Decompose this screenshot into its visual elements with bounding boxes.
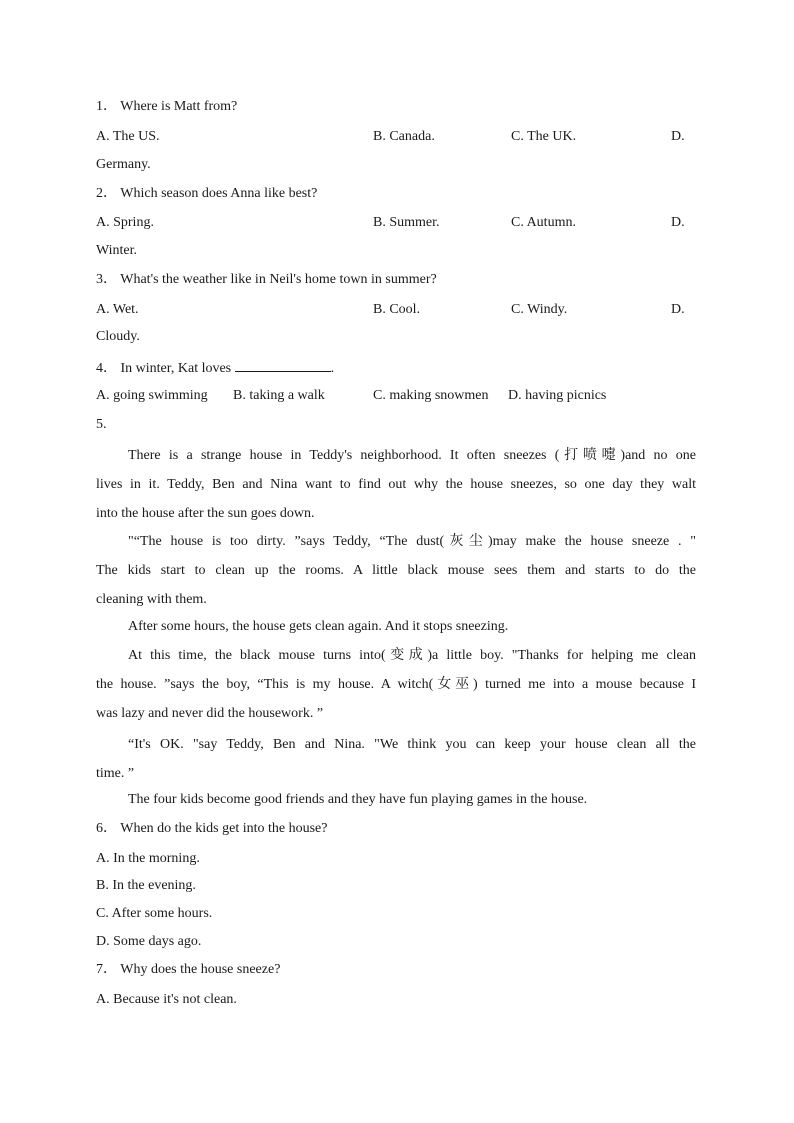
q3-option-a: A. Wet. (96, 302, 139, 317)
passage-line: into the house after the sun goes down. (96, 506, 315, 521)
q2-option-b: B. Summer. (373, 215, 440, 230)
q6-option-b: B. In the evening. (96, 878, 196, 893)
answer-blank (235, 357, 331, 372)
q3-question: 3． What's the weather like in Neil's home town in summer? (96, 272, 437, 287)
q3-option-d-text: Cloudy. (96, 329, 140, 344)
passage-line: After some hours, the house gets clean again. And it stops sneezing. (128, 619, 509, 634)
q5-number: 5. (96, 417, 107, 432)
q6-question: 6． When do the kids get into the house? (96, 821, 328, 836)
passage-line: “It's OK. "say Teddy, Ben and Nina. "We think you can keep your house clean all the (128, 737, 696, 752)
passage-paragraph-1 (96, 447, 696, 534)
q1-question: 1． Where is Matt from? (96, 99, 238, 114)
passage-line: The four kids become good friends and they have fun playing games in the house. (128, 792, 588, 807)
passage-line: was lazy and never did the housework. ” (96, 706, 324, 721)
q4-option-b: B. taking a walk (233, 388, 325, 403)
q4-option-d: D. having picnics (508, 388, 607, 403)
passage-line: time. ” (96, 766, 135, 781)
q1-option-a: A. The US. (96, 129, 160, 144)
passage-line: At this time, the black mouse turns into(变成)a little boy. "Thanks for helping me clean (128, 648, 696, 663)
passage-paragraph-6 (96, 791, 696, 820)
q4-question-end: . (330, 361, 335, 376)
q3-option-b: B. Cool. (373, 302, 421, 317)
q4-option-c: C. making snowmen (373, 388, 489, 403)
q4-option-a: A. going swimming (96, 388, 208, 403)
q7-question: 7． Why does the house sneeze? (96, 962, 281, 977)
q2-option-d-text: Winter. (96, 243, 138, 258)
q4-question (96, 357, 334, 378)
q1-option-d: D. (671, 129, 685, 144)
q1-option-b: B. Canada. (373, 129, 435, 144)
q2-question: 2． Which season does Anna like best? (96, 186, 318, 201)
q1-option-d-text: Germany. (96, 157, 151, 172)
passage-paragraph-2 (96, 533, 696, 620)
passage-line: cleaning with them. (96, 592, 207, 607)
q6-option-c: C. After some hours. (96, 906, 213, 921)
q6-option-d: D. Some days ago. (96, 934, 202, 949)
passage-paragraph-4 (96, 647, 696, 734)
q4-question-start: 4． In winter, Kat loves (96, 361, 232, 376)
q1-option-c: C. The UK. (511, 129, 577, 144)
passage-line: the house. ”says the boy, “This is my house. A witch(女巫) turned me into a mouse because I (96, 677, 696, 692)
q3-option-c: C. Windy. (511, 302, 568, 317)
passage-paragraph-3 (96, 618, 696, 647)
passage-line: There is a strange house in Teddy's neighborhood. It often sneezes (打喷嚏)and no one (128, 448, 696, 463)
q6-option-a: A. In the morning. (96, 851, 200, 866)
q7-option-a: A. Because it's not clean. (96, 992, 237, 1007)
q2-option-d: D. (671, 215, 685, 230)
q2-option-a: A. Spring. (96, 215, 154, 230)
passage-line: The kids start to clean up the rooms. A little black mouse sees them and starts to do the (96, 563, 696, 578)
passage-line: lives in it. Teddy, Ben and Nina want to find out why the house sneezes, so one day they walt (96, 477, 696, 492)
passage-line: "“The house is too dirty. ”says Teddy, “The dust(灰尘)may make the house sneeze . " (128, 534, 696, 549)
passage-paragraph-5 (96, 736, 696, 794)
q2-option-c: C. Autumn. (511, 215, 576, 230)
q3-option-d: D. (671, 302, 685, 317)
